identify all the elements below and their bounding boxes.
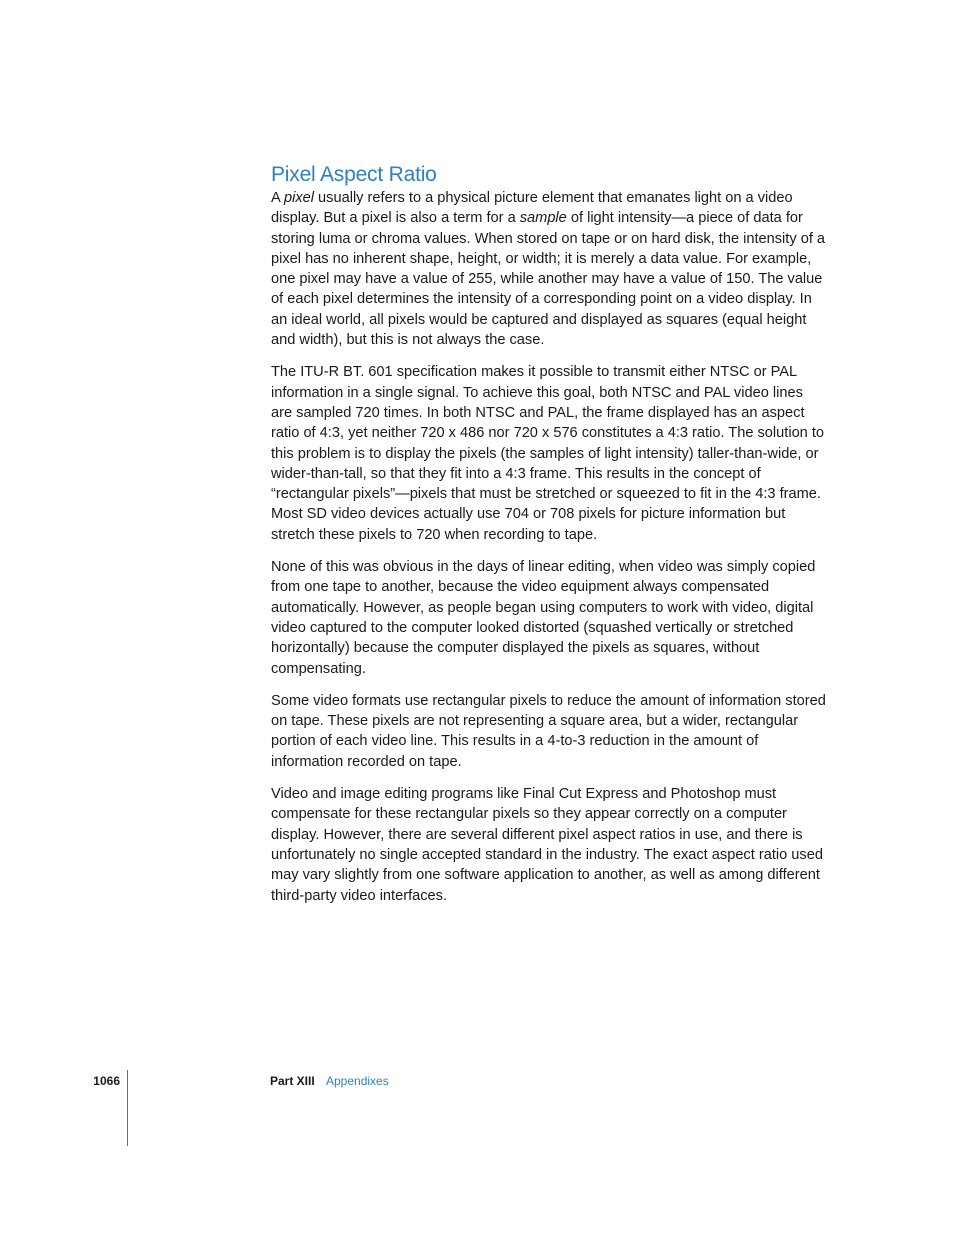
term-pixel: pixel bbox=[283, 190, 314, 206]
footer-part-label: Part XIII bbox=[270, 1074, 315, 1088]
page-number: 1066 bbox=[93, 1074, 120, 1088]
footer-divider bbox=[127, 1070, 128, 1146]
paragraph-2: The ITU-R BT. 601 specification makes it possible to transmit either NTSC or PAL information in a single signal. To achieve this goal, both NTSC and PAL video lines are sampled 720 times. In both NTSC and PAL, the frame displayed has an aspect ratio of 4:3, yet neither 720 x 486 nor 720 x 576 constitutes a 4:3 ratio. The solution to this problem is to display the pixels (the samples of light intensity) taller-than-wide, or wider-than-tall, so that they fit into a 4:3 frame. This results in the concept of “rectangular pixels”—pixels that must be stretched or squeezed to fit in the 4:3 frame. Most SD video devices actually use 704 or 708 pixels for picture information but stretch these pixels to 720 when recording to tape. bbox=[271, 364, 825, 543]
paragraph-1-text-a: A bbox=[271, 190, 284, 206]
paragraph-1 bbox=[271, 188, 827, 350]
term-sample: sample bbox=[519, 210, 567, 227]
paragraph-4: Some video formats use rectangular pixels to reduce the amount of information stored on tape. These pixels are not representing a square area, but a wider, rectangular portion of each video line. This results in a 4-to-3 reduction in the amount of information recorded on tape. bbox=[271, 692, 826, 770]
paragraph-1-text-b: usually refers to a physical picture element that emanates light on a video display. But a pixel is also a term for a bbox=[271, 190, 793, 227]
footer-section-link[interactable]: Appendixes bbox=[326, 1074, 389, 1088]
body-text bbox=[271, 188, 827, 918]
page-title: Pixel Aspect Ratio bbox=[271, 163, 437, 186]
paragraph-5: Video and image editing programs like Final Cut Express and Photoshop must compensate for these rectangular pixels so they appear correctly on a computer display. However, there are several different pixel aspect ratios in use, and there is unfortunately no single accepted standard in the industry. The exact aspect ratio used may vary slightly from one software application to another, as well as among different third-party video interfaces. bbox=[271, 786, 823, 904]
paragraph-1-text-c: of light intensity—a piece of data for storing luma or chroma values. When stored on tape or on hard disk, the intensity of a pixel has no inherent shape, height, or width; it is merely a data value. For example, one pixel may have a value of 255, while another may have a value of 150. The value of each pixel determines the intensity of a corresponding point on a video display. In an ideal world, all pixels would be captured and displayed as squares (equal height and width), but this is not always the case. bbox=[271, 210, 826, 349]
paragraph-3: None of this was obvious in the days of linear editing, when video was simply copied from one tape to another, because the video equipment always compensated automatically. However, as people began using computers to work with video, digital video captured to the computer looked distorted (squashed vertically or stretched horizontally) because the computer displayed the pixels as squares, without compensating. bbox=[271, 559, 816, 677]
